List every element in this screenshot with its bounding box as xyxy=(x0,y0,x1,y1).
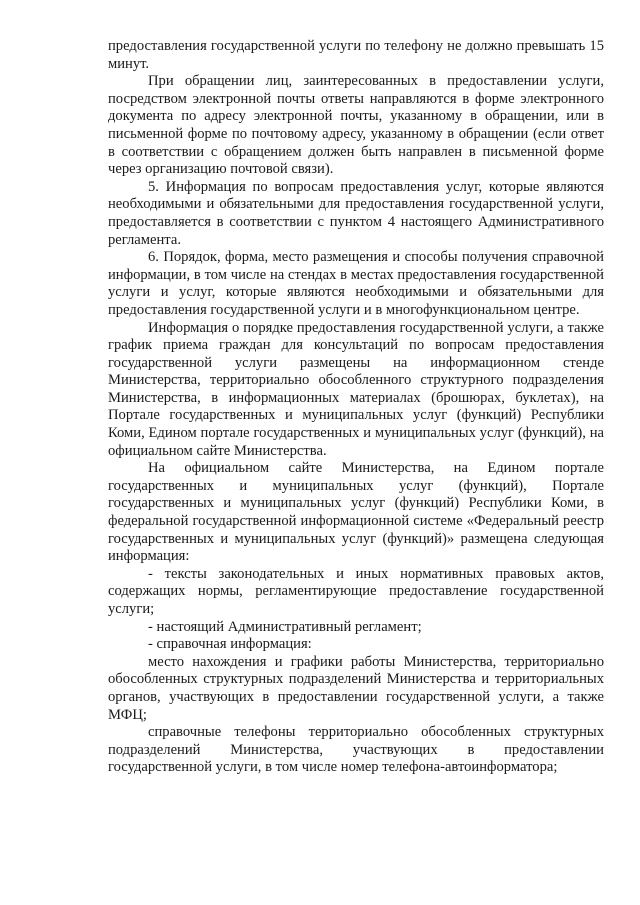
paragraph-continuation: предоставления государственной услуги по телефону не должно превышать 15 минут. xyxy=(108,38,604,72)
paragraph-reference-phones: справочные телефоны территориально обособленных структурных подразделений Министерства, участвующих в предоставлении государственной услуги, в том числе номер телефона-автоинформатора; xyxy=(108,724,604,776)
paragraph-item-6: 6. Порядок, форма, место размещения и способы получения справочной информации, в том числе на стендах в местах предоставления государственной услуги и услуг, которые являются необходимыми и обязательными для предоставления государственной услуги и в многофункциональном центре. xyxy=(108,249,604,318)
list-item-reference-info: - справочная информация: xyxy=(148,636,312,653)
paragraph-info-placement: Информация о порядке предоставления государственной услуги, а также график приема граждан для консультаций по вопросам предоставления государственной услуги размещены на информационном стенде Министерства, территориально обособленного структурного подразделения Министерства, в информационных материалах (брошюрах, буклетах), на Портале государственных и муниципальных услуг (функций) Республики Коми, Едином портале государственных и муниципальных услуг (функций), на официальном сайте Министерства. xyxy=(108,319,604,459)
list-item-regulation: - настоящий Административный регламент; xyxy=(148,618,422,635)
paragraph-official-site: На официальном сайте Министерства, на Едином портале государственных и муниципальных услуг (функций), Портале государственных и муниципальных услуг (функций) Республики Коми, в федеральной государственной информационной системе «Федеральный реестр государственных и муниципальных услуг (функций)» размещена следующая информация: xyxy=(108,460,604,565)
paragraph-email-response: При обращении лиц, заинтересованных в предоставлении услуги, посредством электронной почты ответы направляются в форме электронного документа по адресу электронной почты, указанному в обращении, или в письменной форме по почтовому адресу, указанному в обращении (если ответ в соответствии с обращением должен быть направлен в письменной форме через организацию почтовой связи). xyxy=(108,73,604,178)
list-item-legal-texts: - тексты законодательных и иных нормативных правовых актов, содержащих нормы, регламентирующие предоставление государственной услуги; xyxy=(108,565,604,617)
paragraph-item-5: 5. Информация по вопросам предоставления услуг, которые являются необходимыми и обязательными для предоставления государственной услуги, предоставляется в соответствии с пунктом 4 настоящего Административного регламента. xyxy=(108,178,604,248)
document-body xyxy=(108,38,604,777)
paragraph-location-schedule: место нахождения и графики работы Министерства, территориально обособленных структурных подразделений Министерства и территориальных органов, участвующих в предоставлении государственной услуги, а также МФЦ; xyxy=(108,653,604,723)
